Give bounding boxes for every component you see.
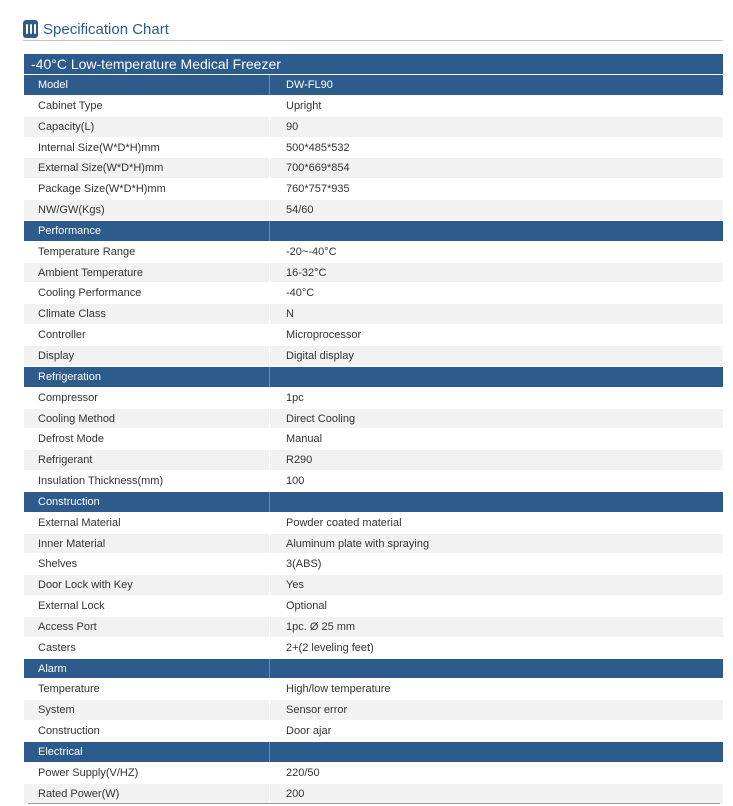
spec-value: Powder coated material <box>269 513 723 533</box>
table-row <box>24 595 723 616</box>
section-label: Performance <box>38 224 101 237</box>
spec-value: Manual <box>269 429 723 449</box>
spec-value: 90 <box>269 117 723 137</box>
spec-value: 500*485*532 <box>269 138 723 158</box>
table-row <box>24 324 723 345</box>
spec-value: 700*669*854 <box>269 158 723 178</box>
spec-label: Cabinet Type <box>38 99 103 112</box>
section-header-row <box>24 74 723 95</box>
spec-value: 100 <box>269 471 723 491</box>
spec-label: Cooling Performance <box>38 287 142 300</box>
table-row <box>24 574 723 595</box>
table-row <box>24 699 723 720</box>
spec-label: Internal Size(W*D*H)mm <box>38 141 160 154</box>
spec-label: External Size(W*D*H)mm <box>38 162 164 175</box>
table-row <box>24 449 723 470</box>
table-row <box>24 157 723 178</box>
section-label: Alarm <box>38 662 67 675</box>
section-header-row <box>24 491 723 512</box>
spec-value: Microprocessor <box>269 325 723 345</box>
spec-label: External Lock <box>38 600 105 613</box>
table-row <box>24 678 723 699</box>
spec-label: Climate Class <box>38 308 106 321</box>
spec-value: 1pc <box>269 388 723 408</box>
spec-value: 54/60 <box>269 200 723 220</box>
spec-label: Casters <box>38 641 76 654</box>
spec-value: Door ajar <box>269 721 723 741</box>
section-label: Refrigeration <box>38 370 101 383</box>
table-row <box>24 533 723 554</box>
table-row <box>24 637 723 658</box>
spec-label: Cooling Method <box>38 412 116 425</box>
table-row <box>24 116 723 137</box>
spec-value: Direct Cooling <box>269 409 723 429</box>
spec-value: 200 <box>269 784 723 804</box>
spec-label: System <box>38 704 75 717</box>
spec-label: Insulation Thickness(mm) <box>38 475 164 488</box>
spec-header <box>23 20 723 42</box>
table-row <box>24 783 723 804</box>
section-header-row <box>24 658 723 679</box>
spec-label: Package Size(W*D*H)mm <box>38 183 166 196</box>
spec-label: Display <box>38 349 75 362</box>
table-row <box>24 199 723 220</box>
spec-value: 220/50 <box>269 763 723 783</box>
section-label: Electrical <box>38 746 83 758</box>
table-title: -40°C Low-temperature Medical Freezer <box>24 54 723 74</box>
spec-label: Door Lock with Key <box>38 579 133 592</box>
spec-label: Refrigerant <box>38 454 93 467</box>
spec-label: Construction <box>38 725 100 738</box>
spec-value: Digital display <box>269 346 723 366</box>
table-row <box>24 303 723 324</box>
section-value <box>269 659 723 679</box>
table-row <box>24 282 723 303</box>
spec-label: External Material <box>38 516 121 529</box>
table-row <box>24 512 723 533</box>
table-row <box>24 178 723 199</box>
section-header-row <box>24 366 723 387</box>
table-row <box>24 137 723 158</box>
spec-value: Yes <box>269 575 723 595</box>
spec-label: Inner Material <box>38 537 106 550</box>
table-row <box>24 428 723 449</box>
grid-icon <box>23 20 38 38</box>
table-row <box>24 95 723 116</box>
spec-value: -20~-40°C <box>269 242 723 262</box>
spec-value: Optional <box>269 596 723 616</box>
spec-value: Upright <box>269 96 723 116</box>
table-row <box>24 470 723 491</box>
section-value <box>269 742 723 762</box>
spec-label: Power Supply(V/HZ) <box>38 766 139 779</box>
spec-label: Compressor <box>38 391 98 404</box>
table-row <box>24 345 723 366</box>
section-label: Model <box>38 79 68 91</box>
spec-value: 1pc. Ø 25 mm <box>269 617 723 637</box>
section-value <box>269 367 723 387</box>
spec-label: Shelves <box>38 558 78 571</box>
section-header-row <box>24 220 723 241</box>
table-row <box>24 262 723 283</box>
spec-value: R290 <box>269 450 723 470</box>
table-row <box>24 387 723 408</box>
spec-value: High/low temperature <box>269 679 723 699</box>
section-value: DW-FL90 <box>269 75 723 95</box>
spec-value: Aluminum plate with spraying <box>269 534 723 554</box>
section-value <box>269 492 723 512</box>
table-row <box>24 408 723 429</box>
table-row <box>24 762 723 783</box>
spec-value: Sensor error <box>269 700 723 720</box>
spec-value: -40°C <box>269 283 723 303</box>
page-title: Specification Chart <box>43 21 169 38</box>
spec-value: N <box>269 304 723 324</box>
spec-table <box>24 54 723 804</box>
table-bottom-divider <box>28 803 720 804</box>
header-divider <box>23 40 723 41</box>
table-row <box>24 241 723 262</box>
spec-value: 3(ABS) <box>269 554 723 574</box>
section-header-row <box>24 741 723 762</box>
table-row <box>24 720 723 741</box>
spec-value: 16-32°C <box>269 263 723 283</box>
spec-label: Access Port <box>38 620 97 633</box>
spec-label: NW/GW(Kgs) <box>38 204 105 217</box>
spec-label: Rated Power(W) <box>38 787 120 800</box>
spec-label: Temperature <box>38 683 100 696</box>
spec-label: Defrost Mode <box>38 433 105 446</box>
spec-label: Temperature Range <box>38 245 136 258</box>
spec-label: Controller <box>38 329 86 342</box>
section-value <box>269 221 723 241</box>
spec-label: Capacity(L) <box>38 120 95 133</box>
section-label: Construction <box>38 495 100 508</box>
table-row <box>24 616 723 637</box>
spec-label: Ambient Temperature <box>38 266 143 279</box>
spec-value: 2+(2 leveling feet) <box>269 638 723 658</box>
table-row <box>24 553 723 574</box>
spec-value: 760*757*935 <box>269 179 723 199</box>
table-body <box>24 74 723 804</box>
